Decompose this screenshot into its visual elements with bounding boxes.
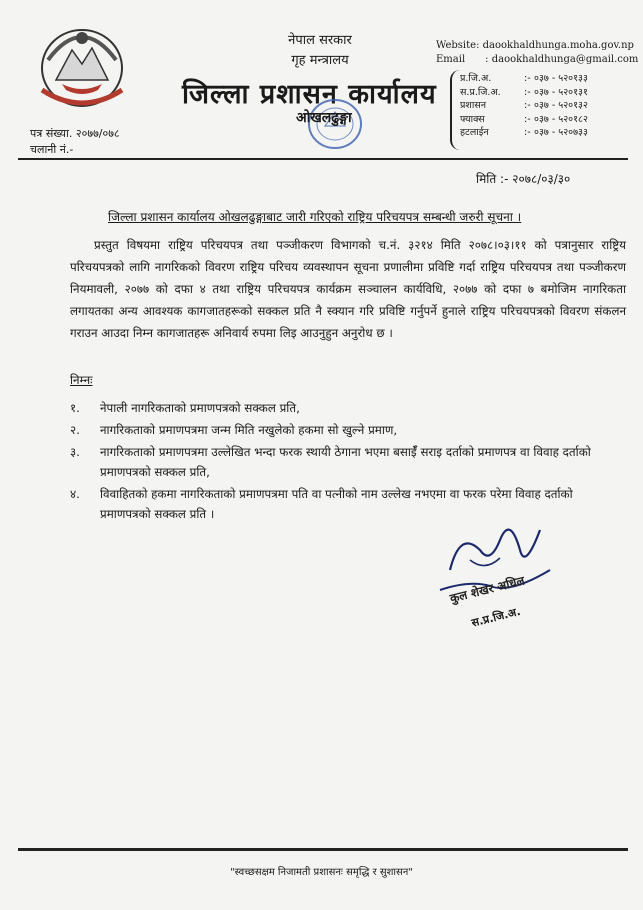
contact-row: फ्याक्स :- ०३७ - ५२०१८२ [460, 113, 588, 125]
list-item: १. नेपाली नागरिकताको प्रमाणपत्रको सक्कल प्रति, [70, 401, 300, 415]
email-label: Email [436, 54, 466, 65]
footer-motto: "स्वच्छसक्षम निजामती प्रशासनः समृद्धि र सुशासन" [230, 867, 413, 878]
website-url[interactable]: daookhaldhunga.moha.gov.np [482, 40, 634, 51]
list-item: ४. विवाहितको हकमा नागरिकताको प्रमाणपत्रमा पति वा पत्नीको नाम उल्लेख नभएमा वा फरक परेमा विवाह दर्ताको प्रमाणपत्रको सक्कल प्रति । [70, 487, 573, 521]
district-name: ओखलढुङ्गा [296, 110, 352, 126]
list-heading: निम्नः [70, 373, 93, 387]
subject-line: जिल्ला प्रशासन कार्यालय ओखलढुङ्गाबाट जारी गरिएको राष्ट्रिय परिचयपत्र सम्बन्धी जरुरी सूचना । [108, 210, 522, 224]
body-paragraph: प्रस्तुत विषयमा राष्ट्रिय परिचयपत्र तथा पञ्जीकरण विभागको च.नं. ३२१४ मिति २०७८।०३।११ को पत्रानुसार राष्ट्रिय परिचयपत्रको लागि नागरिकको विवरण राष्ट्रिय परिचय व्यवस्थापन सूचना प्रणालीमा प्रविष्टि गर्दा राष्ट्रिय परिचयपत्र तथा पञ्जीकरण नियमावली, २०७७ को दफा ४ तथा राष्ट्रिय परिचयपत्र कार्यक्रम सञ्चालन कार्यविधि, २०७७ को दफा ७ बमोजिम नागरिकता लगायतका अन्य आवश्यक कागजातहरूको सक्कल प्रति नै स्क्यान गरि प्रविष्टि गर्नुपर्ने हुनाले राष्ट्रिय परिचयपत्रको विवरण संकलन गराउन आउदा निम्न कागजातहरू अनिवार्य रुपमा लिइ आउनुहुन अनुरोध छ । [70, 238, 626, 340]
list-item: २. नागरिकताको प्रमाणपत्रमा जन्म मिति नखुलेको हकमा सो खुल्ने प्रमाण, [70, 423, 398, 437]
signer-name: कुल शेखर अधिल [448, 573, 526, 606]
office-title: जिल्ला प्रशासन कार्यालय [182, 79, 437, 110]
nepal-emblem-icon [28, 20, 136, 112]
contact-row: स.प्र.जि.अ. :- ०३७ - ५२०१३१ [460, 86, 588, 98]
website-label: Website [436, 40, 477, 51]
footer-divider [18, 848, 628, 851]
required-documents-list [70, 398, 626, 526]
contact-row: प्र.जि.अ. :- ०३७ - ५२०१३३ [460, 73, 588, 84]
header-divider [18, 158, 628, 160]
email-line: Email : daookhaldhunga@gmail.com [436, 54, 639, 65]
government-name: नेपाल सरकार [288, 33, 352, 48]
email-address[interactable]: daookhaldhunga@gmail.com [491, 54, 639, 65]
letter-date: मिति :- २०७८/०३/३० [476, 172, 571, 186]
contact-numbers [450, 70, 626, 150]
letter-number: पत्र संख्या. २०७७/०७८ [30, 127, 120, 140]
list-item: ३. नागरिकताको प्रमाणपत्रमा उल्लेखित भन्दा फरक स्थायी ठेगाना भएमा बसाईँ सराइ दर्ताको प्रमाणपत्र वा विवाह दर्ताको प्रमाणपत्रको सक्कल प्रति, [70, 445, 591, 479]
website-line: Website: daookhaldhunga.moha.gov.np [436, 40, 634, 51]
contact-row: हटलाईन :- ०३७ - ५२०७३३ [460, 127, 588, 138]
dispatch-number: चलानी नं.- [30, 143, 74, 156]
signer-title: स.प्र.जि.अ. [470, 604, 522, 630]
ministry-name: गृह मन्त्रालय [291, 53, 349, 68]
contact-row: प्रशासन :- ०३७ - ५२०१३२ [460, 100, 588, 111]
